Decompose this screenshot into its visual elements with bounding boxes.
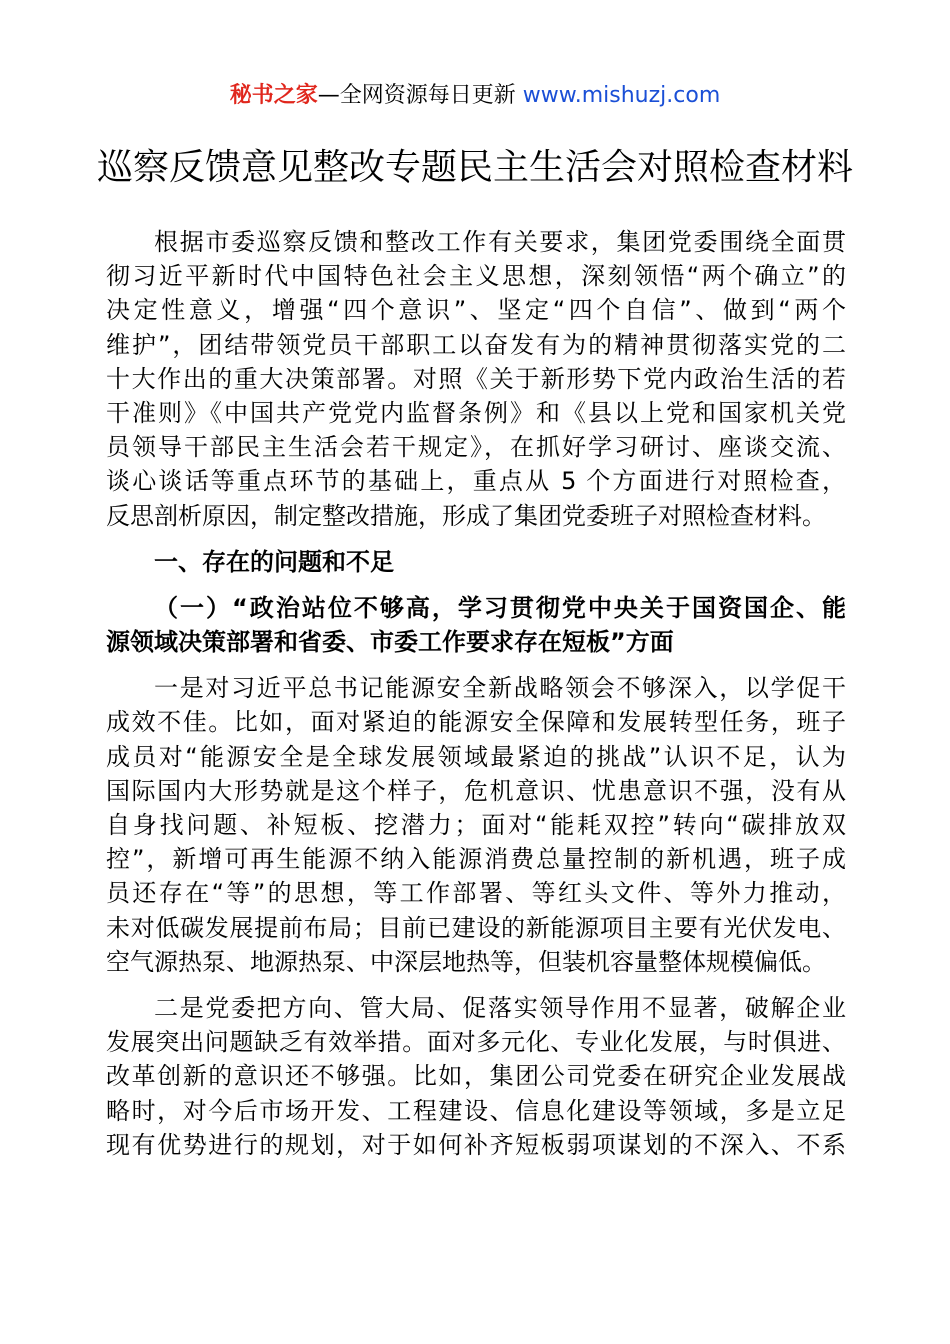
text-line: 空气源热泵、地源热泵、中深层地热等，但装机容量整体规模偏低。: [106, 947, 826, 976]
text-line: 现有优势进行的规划，对于如何补齐短板弱项谋划的不深入、不系: [106, 1130, 846, 1159]
section-heading: [106, 545, 846, 579]
subsection-heading-line: （一）“政治站位不够高，学习贯彻党中央关于国资国企、能: [154, 593, 846, 622]
text-line: 控”，新增可再生能源不纳入能源消费总量控制的新机遇，班子成: [106, 845, 846, 874]
subsection-heading: [106, 591, 846, 659]
intro-paragraph: [106, 225, 846, 533]
text-line: 自身找问题、补短板、挖潜力；面对“能耗双控”转向“碳排放双: [106, 811, 846, 839]
document-title: 巡察反馈意见整改专题民主生活会对照检查材料: [96, 147, 853, 188]
text-line: 员还存在“等”的思想，等工作部署、等红头文件、等外力推动，: [106, 879, 846, 908]
text-line: 改革创新的意识还不够强。比如，集团公司党委在研究企业发展战: [106, 1062, 846, 1091]
text-line: 根据市委巡察反馈和整改工作有关要求，集团党委围绕全面贯: [154, 228, 846, 256]
text-line: 发展突出问题缺乏有效举措。面对多元化、专业化发展，与时俱进、: [106, 1028, 846, 1057]
site-tagline: —全网资源每日更新: [317, 83, 523, 108]
document-body: [106, 225, 846, 1162]
text-line: 反思剖析原因，制定整改措施，形成了集团党委班子对照检查材料。: [106, 501, 826, 530]
body-paragraph-1: [106, 671, 846, 979]
site-header: [0, 78, 950, 114]
text-line: 成员对“能源安全是全球发展领域最紧迫的挑战”认识不足，认为: [106, 742, 846, 771]
text-line: 彻习近平新时代中国特色社会主义思想，深刻领悟“两个确立”的: [106, 262, 846, 291]
text-line: 一是对习近平总书记能源安全新战略领会不够深入，以学促干: [154, 674, 846, 703]
body-paragraph-2: [106, 991, 846, 1162]
subsection-heading-line: 源领域决策部署和省委、市委工作要求存在短板”方面: [106, 628, 674, 657]
site-brand: 秘书之家: [229, 83, 318, 108]
text-line: 略时，对今后市场开发、工程建设、信息化建设等领域，多是立足: [106, 1096, 846, 1125]
text-line: 成效不佳。比如，面对紧迫的能源安全保障和发展转型任务，班子: [106, 708, 846, 737]
text-line: 干准则》《中国共产党党内监督条例》和《县以上党和国家机关党: [106, 398, 846, 427]
site-url-link[interactable]: www.mishuzj.com: [522, 83, 721, 108]
text-line: 未对低碳发展提前布局；目前已建设的新能源项目主要有光伏发电、: [106, 913, 846, 942]
text-line: 决定性意义，增强“四个意识”、坚定“四个自信”、做到“两个: [106, 296, 846, 325]
text-line: 员领导干部民主生活会若干规定》，在抓好学习研讨、座谈交流、: [106, 433, 846, 462]
text-line: 二是党委把方向、管大局、促落实领导作用不显著，破解企业: [154, 993, 846, 1022]
text-line: 国际国内大形势就是这个样子，危机意识、忧患意识不强，没有从: [106, 776, 846, 805]
section-heading-text: 一、存在的问题和不足: [154, 547, 394, 576]
text-line: 十大作出的重大决策部署。对照《关于新形势下党内政治生活的若: [106, 364, 846, 393]
text-line: 维护”，团结带领党员干部职工以奋发有为的精神贯彻落实党的二: [106, 330, 846, 359]
text-line: 谈心谈话等重点环节的基础上，重点从 5 个方面进行对照检查，: [106, 467, 846, 496]
